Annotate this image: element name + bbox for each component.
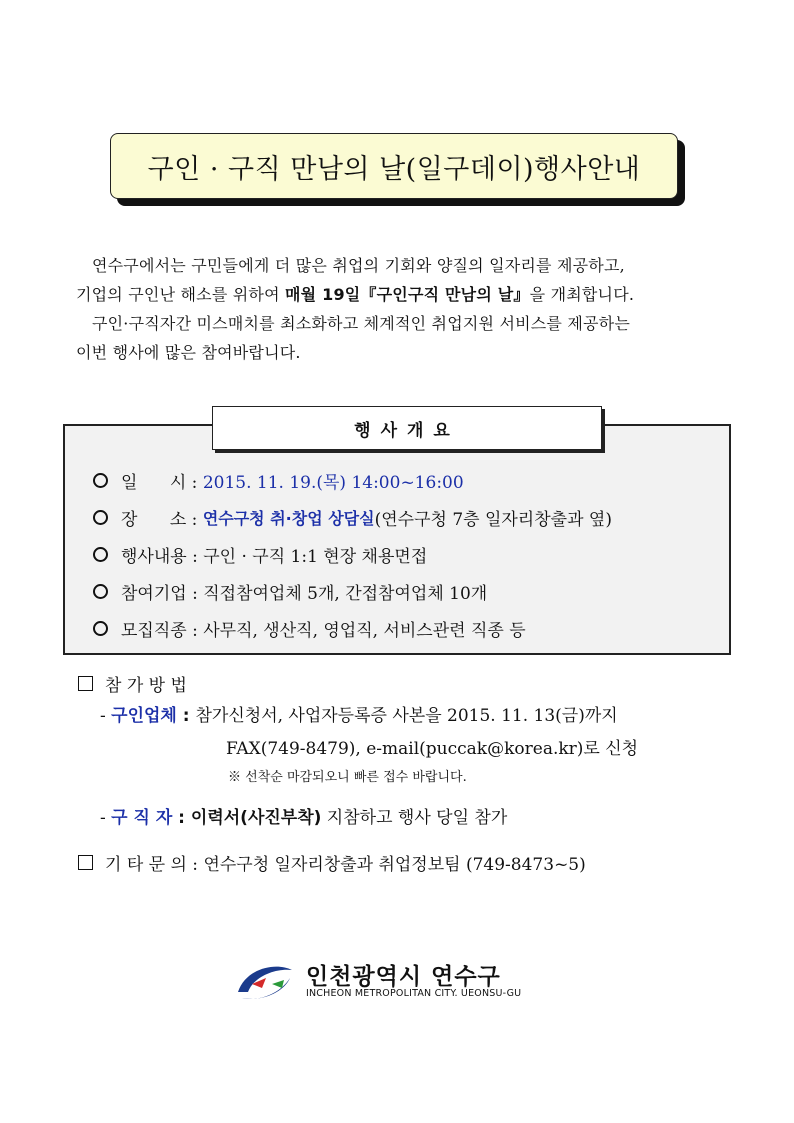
page-title: 구인 · 구직 만남의 날(일구데이)행사안내 [147, 153, 641, 185]
method-heading [78, 671, 187, 696]
employer-detail: 참가신청서, 사업자등록증 사본을 2015. 11. 13(금)까지 [195, 706, 618, 726]
seeker-line [100, 803, 507, 828]
item-value-extra: (연수구청 7층 일자리창출과 옆) [374, 510, 612, 530]
yeonsu-gu-logo [232, 958, 532, 1006]
yeonsu-gu-emblem-icon [232, 958, 298, 1006]
logo-name: 인천광역시 연수구 [306, 964, 501, 990]
summary-item-jobs [93, 616, 526, 641]
circle-bullet-icon [93, 473, 108, 488]
square-bullet-icon [78, 676, 93, 691]
summary-item-companies [93, 579, 487, 604]
method-heading-text: 참 가 방 법 [105, 676, 187, 696]
logo-subtitle: INCHEON METROPOLITAN CITY. UEONSU-GU [306, 988, 522, 999]
intro-line: 연수구에서는 구민들에게 더 많은 취업의 기회와 양질의 일자리를 제공하고, [92, 256, 625, 275]
item-label: 장 소 : [121, 510, 203, 530]
item-label: 행사내용 : [121, 547, 204, 567]
square-bullet-icon [78, 855, 93, 870]
item-value: 직접참여업체 5개, 간접참여업체 10개 [203, 584, 488, 604]
circle-bullet-icon [93, 510, 108, 525]
colon: : [172, 808, 191, 828]
intro-line [76, 280, 726, 309]
employer-contact: FAX(749-8479), e-mail(puccak@korea.kr)로 신청 [226, 739, 639, 759]
summary-item-content [93, 542, 427, 567]
colon: : [176, 706, 196, 726]
seeker-label: 구 직 자 [111, 808, 173, 828]
circle-bullet-icon [93, 547, 108, 562]
seeker-detail: 지참하고 행사 당일 참가 [321, 808, 508, 828]
inquiry-value: 연수구청 일자리창출과 취업정보팀 (749-8473~5) [203, 855, 586, 875]
inquiry-line [78, 850, 586, 875]
intro-line: 이번 행사에 많은 참여바랍니다. [76, 343, 301, 362]
summary-item-date [93, 468, 464, 493]
intro-text: 을 개최합니다. [529, 285, 635, 304]
item-value: 연수구청 취·창업 상담실 [202, 509, 375, 528]
intro-text: 기업의 구인난 해소를 위하여 [76, 285, 286, 304]
summary-heading: 행사개요 [212, 406, 602, 450]
item-value: 구인 · 구직 1:1 현장 채용면접 [203, 547, 428, 567]
circle-bullet-icon [93, 621, 108, 636]
employer-label: 구인업체 [111, 706, 177, 726]
summary-item-place [93, 505, 612, 530]
intro-line: 구인·구직자간 미스매치를 최소화하고 체계적인 취업지원 서비스를 제공하는 [92, 314, 630, 333]
dash: - [100, 808, 112, 828]
employer-note: ※ 선착순 마감되오니 빠른 접수 바랍니다. [228, 770, 467, 785]
seeker-resume: 이력서(사진부착) [190, 808, 322, 828]
item-label: 일 시 : [121, 473, 203, 493]
title-box [110, 133, 678, 199]
item-label: 참여기업 : [121, 584, 204, 604]
intro-highlight: 매월 19일『구인구직 만남의 날』 [285, 285, 530, 304]
circle-bullet-icon [93, 584, 108, 599]
item-value: 사무직, 생산직, 영업직, 서비스관련 직종 등 [203, 621, 526, 641]
intro-paragraph [76, 251, 726, 367]
inquiry-heading: 기 타 문 의 : [105, 855, 204, 875]
employer-line [100, 701, 618, 726]
dash: - [100, 706, 112, 726]
item-value: 2015. 11. 19.(목) 14:00~16:00 [202, 473, 464, 493]
item-label: 모집직종 : [121, 621, 204, 641]
